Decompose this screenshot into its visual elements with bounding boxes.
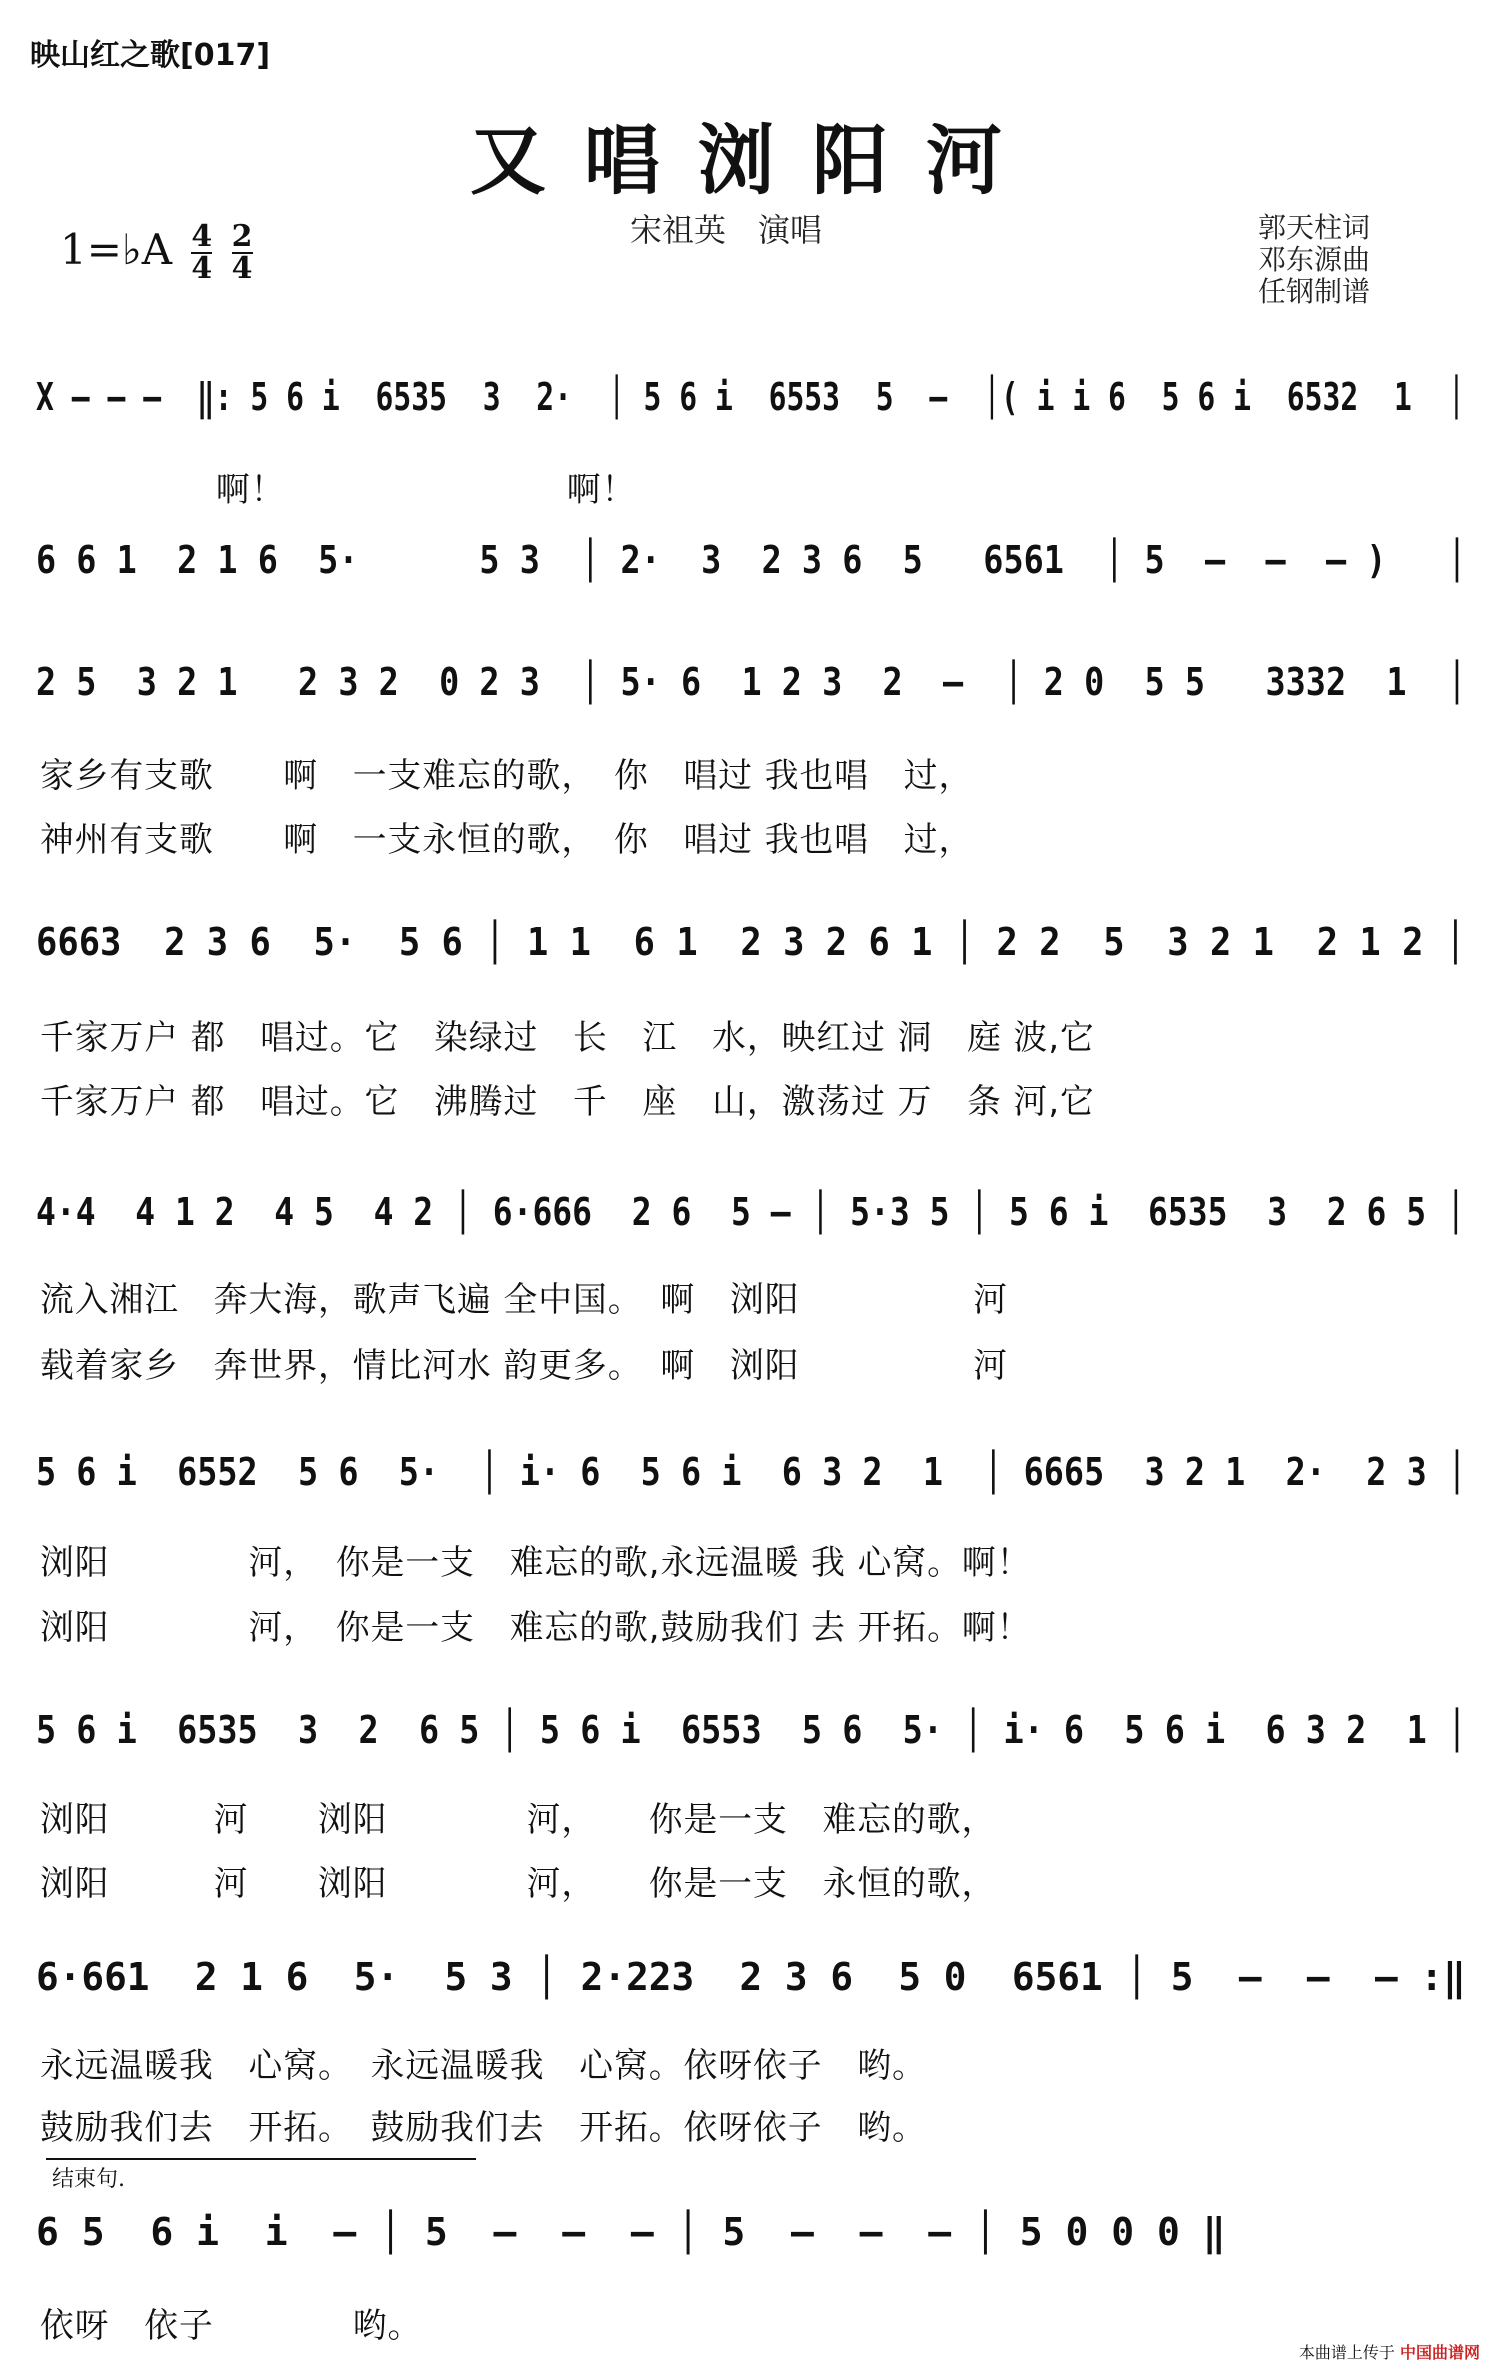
score-row-4 — [36, 920, 1476, 976]
arranger: 任钢制谱 — [1258, 275, 1371, 308]
lyric-row-5b: 载着家乡 奔世界，情比河水 韵更多。 啊 浏阳 河 — [40, 1346, 1008, 1386]
lyric-row-3b: 神州有支歌 啊 一支永恒的歌， 你 唱过 我也唱 过， — [40, 820, 974, 860]
series-label: 映山红之歌[017] — [30, 38, 271, 73]
notes-row-4: 6663 2 3 6 5· 5 6 │ 1 1 6 1 2 3 2 6 1 │ 2 2 5 3 2 1 2 1 2 │ — [36, 920, 1467, 964]
lyric-row-5a: 流入湘江 奔大海，歌声飞遍 全中国。 啊 浏阳 河 — [40, 1280, 1008, 1320]
footer-credit — [1299, 2340, 1480, 2363]
lyric-row-8a: 永远温暖我 心窝。 永远温暖我 心窝。依呀依子 哟。 — [40, 2046, 927, 2086]
key-signature — [60, 219, 253, 286]
ending-label: 结束句. — [52, 2167, 125, 2192]
time-signature-b — [231, 219, 253, 286]
lyric-row-4b: 千家万户 都 唱过。它 沸腾过 千 座 山，激荡过 万 条 河,它 — [40, 1082, 1095, 1122]
lyric-row-4a: 千家万户 都 唱过。它 染绿过 长 江 水，映红过 洞 庭 波,它 — [40, 1018, 1095, 1058]
notes-row-1: X – – – ‖: 5 6 i 6535 3 2· │ 5 6 i 6553 5 – │( i i 6 5 6 i 6532 1 │ — [36, 375, 1466, 419]
credits — [1258, 212, 1370, 308]
score-row-6 — [36, 1450, 1476, 1506]
notes-row-3: 2 5 3 2 1 2 3 2 0 2 3 │ 5· 6 1 2 3 2 – │ 2 0 5 5 3332 1 │ — [36, 660, 1468, 704]
footer-prefix: 本曲谱上传于 — [1298, 2343, 1395, 2362]
time-a-denominator: 4 — [191, 251, 213, 286]
lyric-row-8b: 鼓励我们去 开拓。 鼓励我们去 开拓。依呀依子 哟。 — [40, 2108, 927, 2148]
lyric-row-7b: 浏阳 河 浏阳 河， 你是一支 永恒的歌， — [40, 1864, 997, 1904]
lyric-row-9a: 依呀 依子 哟。 — [40, 2306, 423, 2346]
lyric-row-3a: 家乡有支歌 啊 一支难忘的歌， 你 唱过 我也唱 过， — [40, 756, 974, 796]
score-row-8 — [36, 1955, 1476, 2011]
lyric-row-7a: 浏阳 河 浏阳 河， 你是一支 难忘的歌， — [40, 1800, 997, 1840]
song-title: 又唱浏阳河 — [470, 116, 1040, 205]
ending-bracket — [46, 2158, 476, 2160]
score-row-9 — [36, 2210, 1476, 2266]
lyricist: 郭天柱词 — [1258, 211, 1371, 244]
notes-row-8: 6·661 2 1 6 5· 5 3 │ 2·223 2 3 6 5 0 6561 │ 5 – – – :‖ — [36, 1955, 1466, 1999]
notes-row-5: 4·4 4 1 2 4 5 4 2 │ 6·666 2 6 5 – │ 5·3 5 │ 5 6 i 6535 3 2 6 5 │ — [36, 1190, 1466, 1234]
score-row-7 — [36, 1708, 1476, 1764]
notes-row-6: 5 6 i 6552 5 6 5· │ i· 6 5 6 i 6 3 2 1 │ 6665 3 2 1 2· 2 3 │ — [36, 1450, 1468, 1494]
time-b-numerator: 2 — [231, 219, 253, 254]
lyric-row-1a: 啊！ 啊！ — [40, 470, 637, 510]
score-row-1 — [36, 375, 1476, 431]
score-row-5 — [36, 1190, 1476, 1246]
notes-row-2: 6 6 1 2 1 6 5· 5 3 │ 2· 3 2 3 6 5 6561 │ 5 – – – ) │ — [36, 538, 1468, 582]
lyric-row-6a: 浏阳 河， 你是一支 难忘的歌,永远温暖 我 心窝。啊！ — [40, 1543, 1032, 1583]
performer: 宋祖英 演唱 — [630, 211, 823, 249]
time-b-denominator: 4 — [231, 251, 253, 286]
composer: 邓东源曲 — [1258, 243, 1371, 276]
key-label: 1=♭A — [60, 225, 173, 274]
time-a-numerator: 4 — [191, 219, 213, 254]
score-row-2 — [36, 538, 1476, 594]
time-signature-a — [191, 219, 213, 286]
footer-site: 中国曲谱网 — [1399, 2343, 1480, 2362]
notes-row-9: 6 5 6 i i – │ 5 – – – │ 5 – – – │ 5 0 0 0 ‖ — [36, 2210, 1226, 2254]
score-row-3 — [36, 660, 1476, 716]
notes-row-7: 5 6 i 6535 3 2 6 5 │ 5 6 i 6553 5 6 5· │ i· 6 5 6 i 6 3 2 1 │ — [36, 1708, 1468, 1752]
lyric-row-6b: 浏阳 河， 你是一支 难忘的歌,鼓励我们 去 开拓。啊！ — [40, 1608, 1032, 1648]
